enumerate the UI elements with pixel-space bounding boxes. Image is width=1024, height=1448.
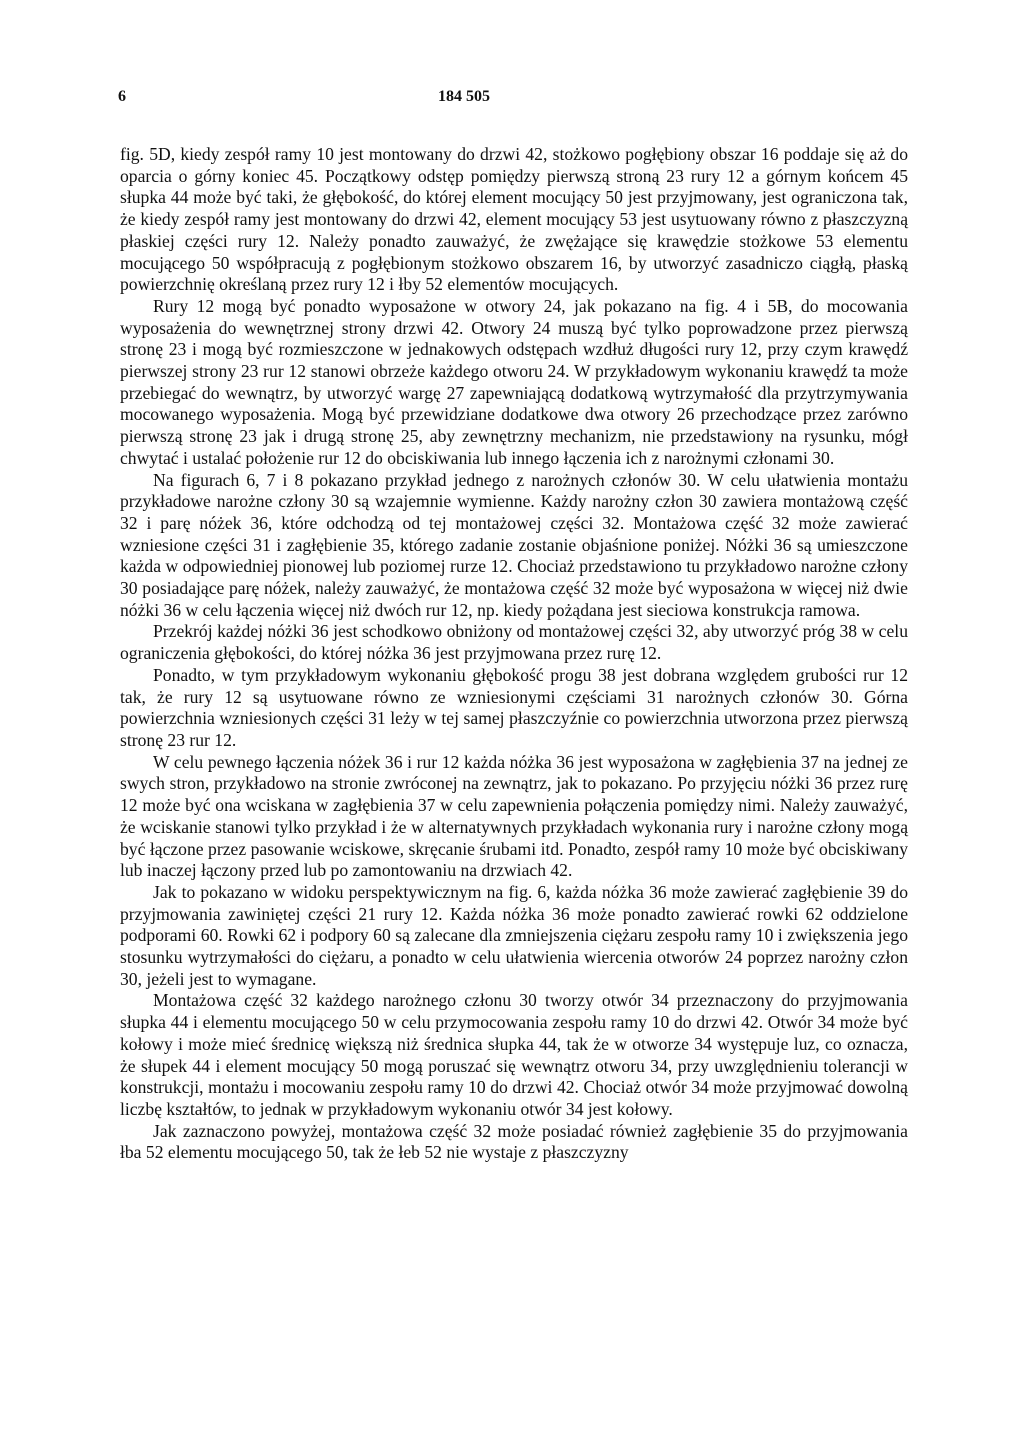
paragraph: Rury 12 mogą być ponadto wyposażone w otwory 24, jak pokazano na fig. 4 i 5B, do mocowania wyposażenia do wewnętrznej strony drzwi 42. Otwory 24 muszą być tylko poprowadzone przez pierwszą stronę 23 i mogą być rozmieszczone w jednakowych odstępach wzdłuż długości rury 12, przy czym krawędź pierwszej strony 23 rur 12 stanowi obrzeże każdego otworu 24. W przykładowym wykonaniu krawędź ta może przebiegać do wewnątrz, by utworzyć wargę 27 zapewniającą dodatkową wytrzymałość dla przytrzymywania mocowanego wyposażenia. Mogą być przewidziane dodatkowe dwa otwory 26 przechodzące przez zarówno pierwszą stronę 23 jak i drugą stronę 25, aby zewnętrzny mechanizm, nie przedstawiony na rysunku, mógł chwytać i ustalać położenie rur 12 do obciskiwania lub innego łączenia ich z narożnymi członami 30. (120, 295, 908, 468)
paragraph: Ponadto, w tym przykładowym wykonaniu głębokość progu 38 jest dobrana względem grubości rur 12 tak, że rury 12 są usytuowane równo ze wzniesionymi częściami 31 narożnych członów 30. Górna powierzchnia wzniesionych części 31 leży w tej samej płaszczyźnie co powierzchnia utworzona przez pierwszą stronę 23 rur 12. (120, 664, 908, 750)
paragraph: fig. 5D, kiedy zespół ramy 10 jest montowany do drzwi 42, stożkowo pogłębiony obszar 16 poddaje się aż do oparcia o górny koniec 45. Początkowy odstęp pomiędzy pierwszą stroną 23 rury 12 a górnym końcem 45 słupka 44 może być taki, że głębokość, do której element mocujący 50 jest przyjmowany, jest ograniczona tak, że kiedy zespół ramy jest montowany do drzwi 42, element mocujący 53 jest usytuowany równo z płaszczyzną płaskiej części rury 12. Należy ponadto zauważyć, że zwężające się krawędzie stożkowe 53 elementu mocującego 50 współpracują z pogłębionym stożkowo obszarem 16, by utworzyć zasadniczo ciągłą, płaską powierzchnię określaną przez rury 12 i łby 52 elementów mocujących. (120, 144, 908, 295)
body-text (120, 144, 908, 1164)
page-header (118, 88, 908, 108)
paragraph: Montażowa część 32 każdego narożnego członu 30 tworzy otwór 34 przeznaczony do przyjmowania słupka 44 i elementu mocującego 50 w celu przymocowania zespołu ramy 10 do drzwi 42. Otwór 34 może być kołowy i może mieć średnicę większą niż średnica słupka 44, tak że w otworze 34 występuje luz, co oznacza, że słupek 44 i element mocujący 50 mogą poruszać się wewnątrz otworu 34, przy uwzględnieniu tolerancji w konstrukcji, montażu i mocowaniu zespołu ramy 10 do drzwi 42. Chociaż otwór 34 może przyjmować dowolną liczbę kształtów, to jednak w przykładowym wykonaniu otwór 34 jest kołowy. (120, 990, 908, 1119)
paragraph: Na figurach 6, 7 i 8 pokazano przykład jednego z narożnych członów 30. W celu ułatwienia montażu przykładowe narożne człony 30 są wzajemnie wymienne. Każdy narożny człon 30 zawiera montażową część 32 i parę nóżek 36, które odchodzą od tej montażowej części 32. Montażowa część 32 może zawierać wzniesione części 31 i zagłębienie 35, którego zadanie zostanie objaśnione poniżej. Nóżki 36 są umieszczone każda w odpowiedniej pionowej lub poziomej rurze 12. Chociaż przedstawiono tu przykładowo narożne człony 30 posiadające parę nóżek, należy zauważyć, że montażowa część 32 może być wyposażona w więcej niż dwie nóżki 36 w celu łączenia więcej niż dwóch rur 12, np. kiedy pożądana jest sieciowa konstrukcja ramowa. (120, 469, 908, 620)
paragraph: Przekrój każdej nóżki 36 jest schodkowo obniżony od montażowej części 32, aby utworzyć próg 38 w celu ograniczenia głębokości, do której nóżka 36 jest przyjmowana przez rurę 12. (120, 621, 908, 664)
paragraph: Jak to pokazano w widoku perspektywicznym na fig. 6, każda nóżka 36 może zawierać zagłębienie 39 do przyjmowania zawiniętej części 21 rury 12. Każda nóżka 36 może ponadto zawierać rowki 62 oddzielone podporami 60. Rowki 62 i podpory 60 są zalecane dla zmniejszenia ciężaru zespołu ramy 10 i zwiększenia jego stosunku wytrzymałości do ciężaru, a ponadto w celu ułatwienia wiercenia otworów 24 poprzez narożny człon 30, jeżeli jest to wymagane. (120, 881, 908, 989)
paragraph: Jak zaznaczono powyżej, montażowa część 32 może posiadać również zagłębienie 35 do przyjmowania łba 52 elementu mocującego 50, tak że łeb 52 nie wystaje z płaszczyzny (120, 1120, 908, 1163)
document-number: 184 505 (438, 88, 490, 105)
paragraph: W celu pewnego łączenia nóżek 36 i rur 12 każda nóżka 36 jest wyposażona w zagłębienia 37 na jednej ze swych stron, przykładowo na stronie zwróconej na zewnątrz, jak to pokazano. Po przyjęciu nóżki 36 przez rurę 12 może być ona wciskana w zagłębienia 37 w celu zapewnienia połączenia pomiędzy nimi. Należy zauważyć, że wciskanie stanowi tylko przykład i że w alternatywnych przykładach wykonania rury i narożne człony mogą być łączone przez pasowanie wciskowe, skręcanie śrubami itd. Ponadto, zespół ramy 10 może być obciskiwany lub inaczej łączony przed lub po zamontowaniu na drzwiach 42. (120, 751, 908, 881)
page-number: 6 (118, 88, 126, 105)
